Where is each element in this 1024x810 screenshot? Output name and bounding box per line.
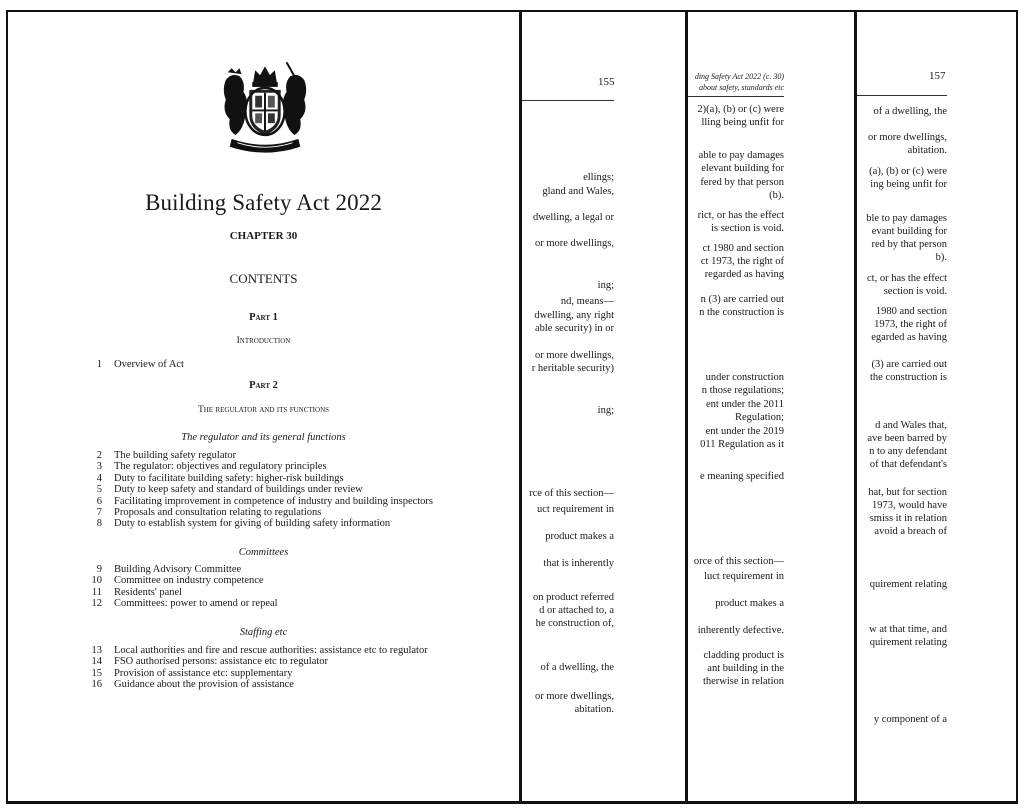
text-line: able security) in or xyxy=(534,323,614,334)
section-number: 3 xyxy=(96,461,102,473)
section-number: 14 xyxy=(91,656,102,668)
text-line: 1980 and section xyxy=(875,306,947,317)
section-number: 7 xyxy=(96,507,102,519)
group-heading-general-functions: The regulator and its general functions xyxy=(181,432,346,443)
toc-entry[interactable] xyxy=(80,484,500,495)
text-line: of a dwelling, the xyxy=(540,662,614,673)
text-line: egarded as having xyxy=(871,332,947,343)
text-line: n the construction is xyxy=(699,307,784,318)
section-number: 1 xyxy=(96,359,102,370)
text-line: 1973, would have xyxy=(872,500,947,511)
part-2-subtitle: The regulator and its functions xyxy=(197,405,330,415)
text-line: lling being unfit for xyxy=(701,117,784,128)
part-2-heading: Part 2 xyxy=(249,380,278,391)
section-number: 6 xyxy=(96,495,102,507)
section-title: Building Advisory Committee xyxy=(114,564,242,575)
text-line: able to pay damages xyxy=(698,150,784,161)
text-line: ble to pay damages xyxy=(866,213,947,224)
section-number: 9 xyxy=(96,564,102,575)
toc-entry[interactable] xyxy=(80,656,500,667)
section-title: The regulator: objectives and regulatory principles xyxy=(114,461,327,473)
section-title: Residents' panel xyxy=(114,586,183,598)
text-line: rict, or has the effect xyxy=(697,210,784,221)
text-line: ing; xyxy=(597,280,614,291)
text-line: ing being unfit for xyxy=(870,179,947,190)
text-line: n to any defendant xyxy=(869,446,947,457)
text-line: orce of this section— xyxy=(693,556,784,567)
running-head-title: ding Safety Act 2022 (c. 30) xyxy=(694,72,784,81)
page-156-text xyxy=(688,12,784,782)
text-line: ent under the 2011 xyxy=(705,399,784,410)
text-line: ing; xyxy=(597,405,614,416)
text-line: dwelling, a legal or xyxy=(532,212,614,223)
text-line: fered by that person xyxy=(700,177,784,188)
section-number: 10 xyxy=(91,575,102,587)
text-line: under construction xyxy=(705,372,784,383)
text-line: that is inherently xyxy=(543,558,614,569)
section-title: Duty to facilitate building safety: higher-risk buildings xyxy=(114,472,344,484)
contents-heading: CONTENTS xyxy=(229,271,298,286)
page-number: 157 xyxy=(929,70,946,82)
text-line: of a dwelling, the xyxy=(873,106,947,117)
text-line: of that defendant's xyxy=(869,459,947,470)
section-title: Committees: power to amend or repeal xyxy=(114,598,278,610)
toc-entry[interactable] xyxy=(80,359,500,370)
running-head-subtitle: about safety, standards etc xyxy=(698,83,784,92)
page-157-text xyxy=(857,12,947,782)
toc-entry[interactable] xyxy=(80,575,500,586)
text-line: inherently defective. xyxy=(697,625,784,636)
toc-entry[interactable] xyxy=(80,518,500,529)
toc-part-1 xyxy=(80,359,500,370)
text-line: ct 1973, the right of xyxy=(700,256,784,267)
text-line: product makes a xyxy=(545,531,614,542)
section-number: 16 xyxy=(91,679,102,691)
text-line: r heritable security) xyxy=(531,363,614,374)
text-line: ave been barred by xyxy=(867,433,947,444)
text-line: ant building in the xyxy=(707,663,784,674)
toc-entry[interactable] xyxy=(80,645,500,656)
toc-entry[interactable] xyxy=(80,668,500,679)
section-title: Facilitating improvement in competence of industry and building inspectors xyxy=(114,495,434,507)
text-line: d and Wales that, xyxy=(875,420,947,431)
text-line: 1973, the right of xyxy=(874,319,947,330)
text-line: rce of this section— xyxy=(529,488,614,499)
section-number: 8 xyxy=(96,518,102,530)
text-line: dwelling, any right xyxy=(534,310,614,321)
section-number: 15 xyxy=(91,667,102,679)
toc-entry[interactable] xyxy=(80,679,500,690)
text-line: (b). xyxy=(769,190,784,201)
text-line: cladding product is xyxy=(703,650,784,661)
text-line: hat, but for section xyxy=(868,487,947,498)
text-line: regarded as having xyxy=(704,269,784,280)
section-title: The building safety regulator xyxy=(114,450,237,461)
text-line: avoid a breach of xyxy=(874,526,947,537)
toc-entry[interactable] xyxy=(80,473,500,484)
text-line: or more dwellings, xyxy=(867,132,947,143)
text-line: n those regulations; xyxy=(701,385,784,396)
text-line: d or attached to, a xyxy=(539,605,614,616)
text-line: evant building for xyxy=(871,226,947,237)
text-line: 2)(a), (b) or (c) were xyxy=(697,104,784,115)
text-line: elevant building for xyxy=(701,163,784,174)
text-line: quirement relating xyxy=(869,579,947,590)
toc-general-functions xyxy=(80,450,500,530)
page-156-strip xyxy=(688,12,854,801)
text-line: therwise in relation xyxy=(702,676,784,687)
page-157-strip xyxy=(857,12,1016,801)
text-line: he construction of, xyxy=(535,618,614,629)
text-line: ent under the 2019 xyxy=(705,426,784,437)
text-line: or more dwellings, xyxy=(534,238,614,249)
chapter-number: CHAPTER 30 xyxy=(229,230,298,242)
section-number: 12 xyxy=(91,598,102,610)
text-line: b). xyxy=(935,252,947,263)
group-heading-committees: Committees xyxy=(238,547,289,558)
document-collage xyxy=(6,10,1018,804)
toc-entry[interactable] xyxy=(80,496,500,507)
section-title: Overview of Act xyxy=(114,359,184,370)
text-line: or more dwellings, xyxy=(534,691,614,702)
text-line: luct requirement in xyxy=(704,571,784,582)
text-line: (a), (b) or (c) were xyxy=(869,166,947,177)
section-number: 2 xyxy=(96,450,102,461)
page-155-strip xyxy=(522,12,685,801)
section-title: Committee on industry competence xyxy=(114,575,264,587)
text-line: uct requirement in xyxy=(537,504,614,515)
part-1-subtitle: Introduction xyxy=(236,336,291,346)
toc-entry[interactable] xyxy=(80,598,500,609)
text-line: Regulation; xyxy=(735,412,784,423)
text-line: smiss it in relation xyxy=(869,513,947,524)
text-line: 011 Regulation as it xyxy=(700,439,784,450)
section-title: Duty to establish system for giving of building safety information xyxy=(114,518,391,530)
text-line: product makes a xyxy=(715,598,784,609)
text-line: red by that person xyxy=(871,239,947,250)
text-line: the construction is xyxy=(870,372,947,383)
group-heading-staffing: Staffing etc xyxy=(239,627,288,638)
section-title: Provision of assistance etc: supplementary xyxy=(114,667,293,679)
section-title: Guidance about the provision of assistance xyxy=(114,679,294,691)
text-line: w at that time, and xyxy=(869,624,947,635)
toc-entry[interactable] xyxy=(80,507,500,518)
text-line: on product referred xyxy=(532,592,614,603)
text-line: nd, means— xyxy=(560,296,614,307)
page-number: 155 xyxy=(598,76,615,88)
text-line: section is void. xyxy=(883,286,947,297)
text-line: n (3) are carried out xyxy=(700,294,784,305)
text-line: (3) are carried out xyxy=(871,359,947,370)
section-number: 5 xyxy=(96,484,102,496)
toc-entry[interactable] xyxy=(80,564,500,575)
text-line: or more dwellings, xyxy=(534,350,614,361)
toc-staffing xyxy=(80,645,500,691)
text-line: gland and Wales, xyxy=(542,186,614,197)
section-title: Local authorities and fire and rescue authorities: assistance etc to regulator xyxy=(114,645,428,656)
text-line: ct 1980 and section xyxy=(702,243,784,254)
text-line: is section is void. xyxy=(711,223,784,234)
text-line: y component of a xyxy=(873,714,947,725)
text-line: ellings; xyxy=(583,172,614,183)
section-title: Proposals and consultation relating to regulations xyxy=(114,507,322,519)
text-line: ct, or has the effect xyxy=(867,273,947,284)
act-title: Building Safety Act 2022 xyxy=(145,190,382,215)
part-1-heading: Part 1 xyxy=(249,312,278,323)
section-title: Duty to keep safety and standard of buildings under review xyxy=(114,484,363,496)
section-number: 11 xyxy=(91,586,102,598)
page-155-text xyxy=(522,12,614,782)
cover-page xyxy=(8,12,519,801)
toc-committees xyxy=(80,564,500,610)
toc-entry[interactable] xyxy=(80,587,500,598)
text-line: abitation. xyxy=(574,704,614,715)
text-line: quirement relating xyxy=(869,637,947,648)
section-number: 4 xyxy=(96,472,102,484)
section-title: FSO authorised persons: assistance etc to regulator xyxy=(114,656,329,668)
text-line: e meaning specified xyxy=(700,471,784,482)
toc-entry[interactable] xyxy=(80,450,500,461)
toc-entry[interactable] xyxy=(80,461,500,472)
section-number: 13 xyxy=(91,645,102,656)
text-line: abitation. xyxy=(907,145,947,156)
royal-coat-of-arms-icon xyxy=(216,60,314,155)
